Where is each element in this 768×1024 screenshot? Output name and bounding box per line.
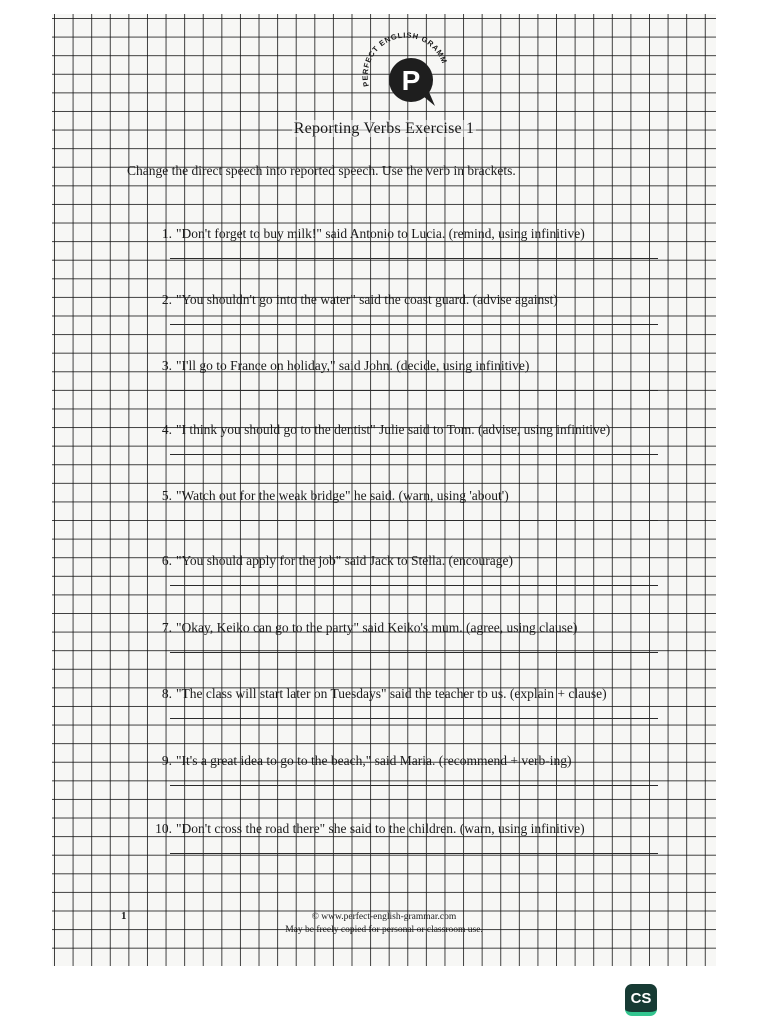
answer-line-6[interactable] (170, 585, 658, 586)
question-9 (130, 753, 670, 769)
perfect-english-grammar-logo (355, 26, 451, 122)
question-number: 10. (155, 821, 172, 836)
question-text: "Don't cross the road there" she said to the children. (warn, using infinitive) (176, 821, 585, 836)
question-1 (130, 226, 670, 242)
logo-letter: P (401, 65, 421, 96)
question-text: "Watch out for the weak bridge" he said. (warn, using 'about') (176, 488, 509, 503)
question-number: 8. (161, 686, 172, 701)
answer-line-4[interactable] (170, 454, 658, 455)
question-6 (130, 553, 670, 569)
question-text: "It's a great idea to go to the beach," said Maria. (recommend + verb-ing) (176, 753, 572, 768)
answer-line-2[interactable] (170, 324, 658, 325)
footer-usage-note: May be freely copied for personal or classroom use. (285, 925, 483, 935)
question-4 (130, 422, 670, 438)
question-text: "I'll go to France on holiday," said John. (decide, using infinitive) (176, 358, 530, 373)
question-number: 6. (161, 553, 172, 568)
footer-copyright: © www.perfect-english-grammar.com (311, 912, 457, 922)
question-number: 3. (161, 358, 172, 373)
question-text: "Okay, Keiko can go to the party" said Keiko's mum. (agree, using clause) (176, 620, 578, 635)
page-title (0, 120, 768, 138)
question-5 (130, 488, 670, 504)
question-number: 5. (161, 488, 172, 503)
page-title-text: Reporting Verbs Exercise 1 (293, 120, 475, 137)
question-number: 4. (161, 422, 172, 437)
question-3 (130, 358, 670, 374)
question-number: 9. (161, 753, 172, 768)
footer (0, 911, 768, 937)
answer-line-7[interactable] (170, 652, 658, 653)
question-10 (130, 821, 670, 837)
question-text: "You shouldn't go into the water" said the coast guard. (advise against) (176, 292, 558, 307)
question-text: "The class will start later on Tuesdays" said the teacher to us. (explain + clause) (176, 686, 607, 701)
question-text: "I think you should go to the dentist" Julie said to Tom. (advise, using infinitive) (176, 422, 611, 437)
question-text: "Don't forget to buy milk!" said Antonio to Lucia. (remind, using infinitive) (176, 226, 585, 241)
question-number: 2. (161, 292, 172, 307)
answer-line-5[interactable] (170, 520, 658, 521)
question-7 (130, 620, 670, 636)
logo-ring-text: PERFECT ENGLISH GRAMM (360, 30, 450, 88)
answer-line-8[interactable] (170, 718, 658, 719)
logo-graphic (355, 26, 451, 122)
question-number: 7. (161, 620, 172, 635)
answer-line-10[interactable] (170, 853, 658, 854)
answer-line-3[interactable] (170, 390, 658, 391)
instructions: Change the direct speech into reported speech. Use the verb in brackets. (127, 163, 516, 178)
question-text: "You should apply for the job" said Jack to Stella. (encourage) (176, 553, 513, 568)
camscanner-badge: CS (625, 984, 657, 1016)
page-number: 1 (121, 910, 127, 922)
answer-line-1[interactable] (170, 258, 658, 259)
question-number: 1. (161, 226, 172, 241)
answer-line-9[interactable] (170, 785, 658, 786)
question-2 (130, 292, 670, 308)
question-8 (130, 686, 670, 702)
